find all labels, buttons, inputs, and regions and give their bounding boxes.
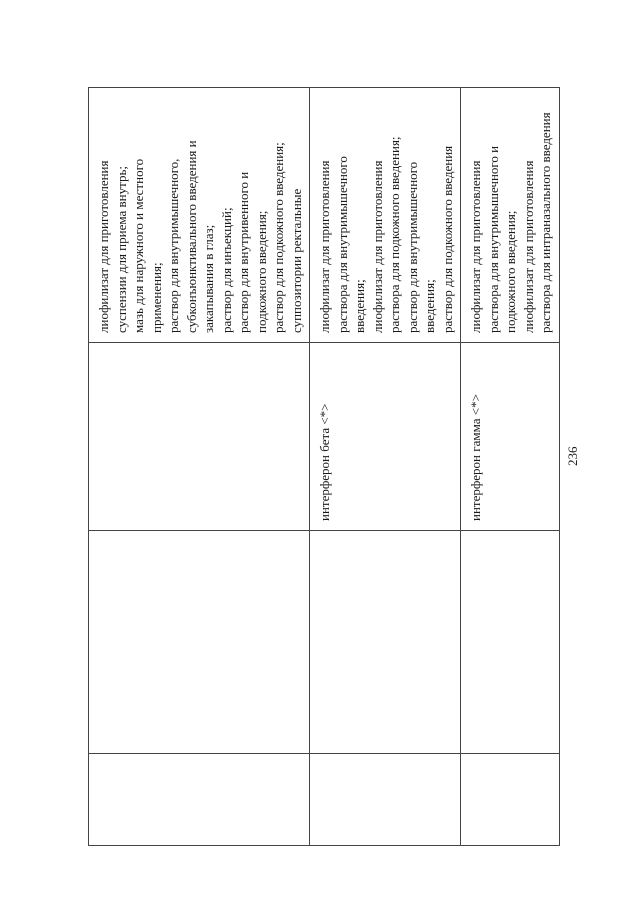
dosage-form-line: лиофилизат для приготовления [468,160,483,333]
dosage-form-line: суспензии для приема внутрь; [113,165,129,333]
drug-name-cell: интерферон гамма <*> [461,343,560,531]
dosage-form-line: раствор для подкожного введения [439,145,455,333]
dosage-forms-cell [310,88,461,343]
page-number: 236 [565,446,580,466]
dosage-form-line: лиофилизат для приготовления [369,160,385,333]
group-cell [89,531,310,754]
table-row [89,88,310,846]
dosage-form-line: раствора для внутримышечного и [485,145,501,333]
rotated-table-frame [88,88,554,846]
dosage-form-line: мазь для наружного и местного [131,158,146,333]
dosage-form-line: подкожного введения; [503,210,518,333]
page-number-block [566,438,586,468]
table-landscape-view [88,88,554,846]
dosage-form-line: раствор для внутривенного и [236,171,251,333]
dosage-form-line: лиофилизат для приготовления [317,160,332,333]
group-cell [310,531,461,754]
code-cell [310,754,461,846]
drug-name-cell [89,343,310,531]
dosage-form-line: лиофилизат для приготовления [520,160,536,333]
group-cell [461,531,560,754]
dosage-form-line: введения; [422,279,437,333]
dosage-form-line: применения; [148,262,164,333]
table-row [310,88,461,846]
dosage-form-line: подкожного введения; [253,210,269,333]
dosage-forms-cell [461,88,560,343]
dosage-form-line: закапывания в глаз; [201,224,216,333]
code-cell [461,754,560,846]
dosage-form-line: раствор для подкожного введения; [271,142,286,333]
drug-name-cell: интерферон бета <*> [310,343,461,531]
dosage-form-line: введения; [352,279,367,333]
dosage-form-line: субконъюнктивального введения и [183,140,199,333]
dosage-form-line: суппозитории ректальные [288,188,304,333]
dosage-form-line: раствора для подкожного введения; [387,136,402,333]
dosage-form-line: раствора для интраназального введения [538,112,553,333]
table-row [461,88,560,846]
dosage-form-line: раствора для внутримышечного [334,156,350,333]
code-cell [89,754,310,846]
drug-forms-table [88,87,560,846]
dosage-form-line: раствор для внутримышечного [404,161,420,333]
dosage-forms-cell [89,88,310,343]
dosage-form-line: раствор для инъекций; [218,207,234,333]
dosage-form-line: раствор для внутримышечного, [166,158,181,333]
dosage-form-line: лиофилизат для приготовления [96,160,111,333]
